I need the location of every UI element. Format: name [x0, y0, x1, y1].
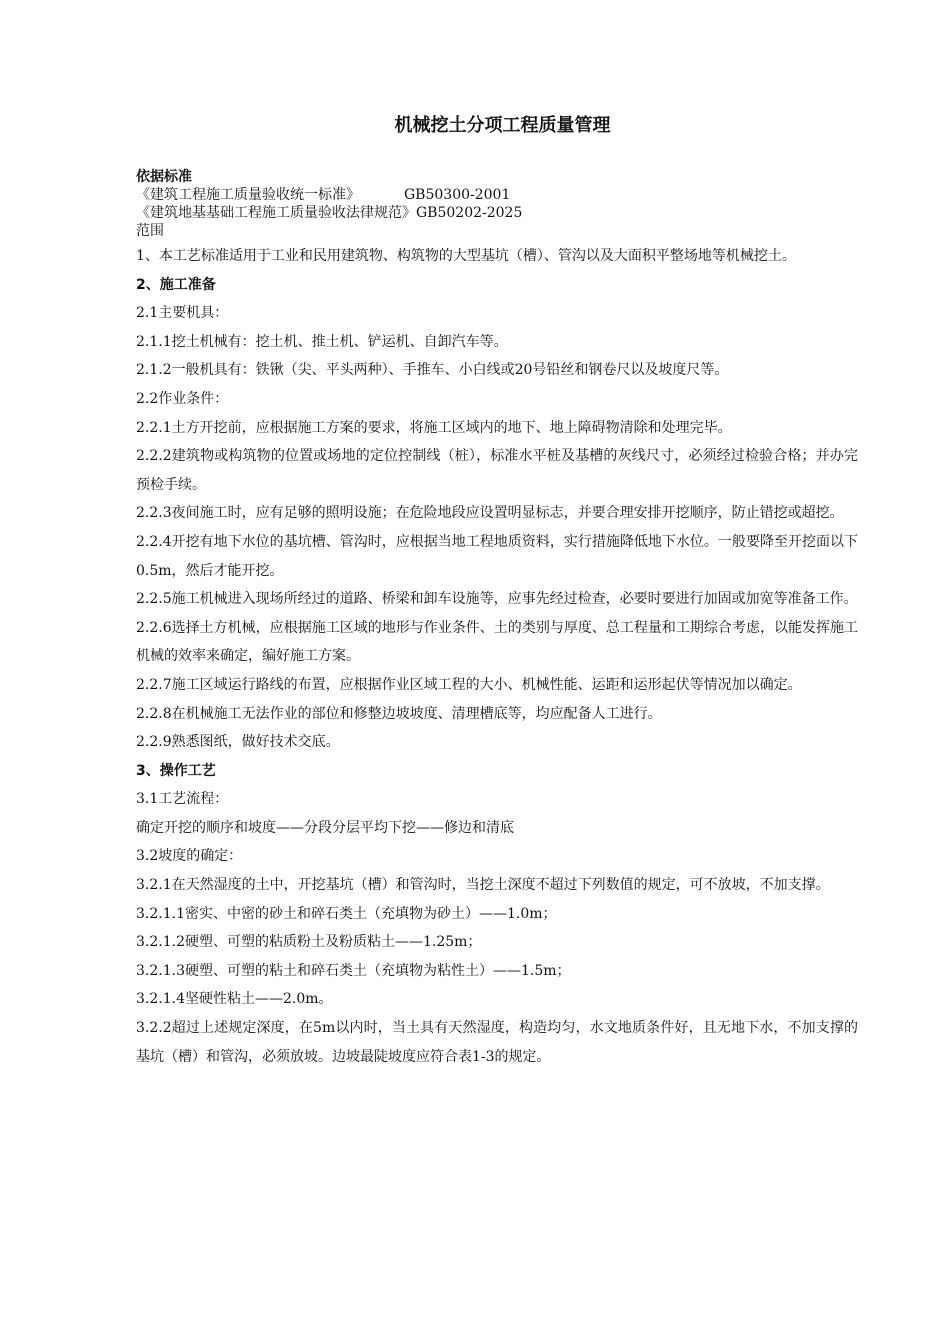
paragraph: 2.1.2一般机具有：铁锹（尖、平头两种）、手推车、小白线或20号铅丝和钢卷尺以及坡度尺等。	[136, 362, 729, 379]
standard-code: GB50202-2025	[416, 205, 523, 221]
paragraph: 3.2.2超过上述规定深度，在5m以内时，当土具有天然湿度，构造均匀，水文地质条件好，且无地下水，不加支撑的基坑（槽）和管沟，必须放坡。边坡最陡坡度应符合表1-3的规定。	[136, 1020, 858, 1065]
paragraph: 3.2.1.4坚硬性粘土——2.0m。	[136, 991, 333, 1008]
paragraph: 3.2坡度的确定：	[136, 848, 243, 865]
paragraph: 3.2.1.3硬塑、可塑的粘土和碎石类土（充填物为粘性土）——1.5m；	[136, 962, 571, 979]
document-title: 机械挖土分项工程质量管理	[394, 115, 611, 136]
standard-code: GB50300-2001	[404, 187, 511, 203]
paragraph: 3.2.1.2硬塑、可塑的粘质粉土及粉质粘土——1.25m；	[136, 934, 482, 951]
paragraph: 2.2.3夜间施工时，应有足够的照明设施；在危险地段应设置明显标志，并要合理安排开挖顺序，防止错挖或超挖。	[136, 505, 844, 522]
basis-heading: 依据标准	[136, 169, 192, 185]
document-body	[136, 242, 858, 1071]
paragraph: 3.1工艺流程：	[136, 791, 229, 808]
section-heading-prep: 2、施工准备	[136, 276, 216, 293]
paragraph: 2.2.1土方开挖前，应根据施工方案的要求，将施工区域内的地下、地上障碍物清除和处理完毕。	[136, 419, 732, 436]
paragraph: 2.2.9熟悉图纸，做好技术交底。	[136, 734, 340, 751]
standard-name: 《建筑地基基础工程施工质量验收法律规范》	[136, 205, 416, 221]
scope-heading: 范围	[136, 223, 164, 239]
paragraph: 2.2.7施工区域运行路线的布置，应根据作业区域工程的大小、机械性能、运距和运形起伏等情况加以确定。	[136, 676, 802, 693]
section-heading-ops: 3、操作工艺	[136, 762, 216, 779]
paragraph: 2.1主要机具：	[136, 305, 229, 322]
paragraph: 2.2.8在机械施工无法作业的部位和修整边坡坡度、清理槽底等，均应配备人工进行。	[136, 705, 662, 722]
paragraph: 2.2.4开挖有地下水位的基坑槽、管沟时，应根据当地工程地质资料，实行措施降低地下水位。一般要降至开挖面以下0.5m，然后才能开挖。	[136, 533, 858, 579]
paragraph: 2.2.6选择土方机械，应根据施工区域的地形与作业条件、土的类别与厚度、总工程量和工期综合考虑，以能发挥施工机械的效率来确定，编好施工方案。	[136, 619, 858, 665]
standards-block	[136, 168, 856, 240]
process-flow: 确定开挖的顺序和坡度——分段分层平均下挖——修边和清底	[136, 819, 514, 836]
paragraph: 2.2.5施工机械进入现场所经过的道路、桥梁和卸车设施等，应事先经过检查，必要时要进行加固或加宽等准备工作。	[136, 591, 858, 608]
paragraph: 3.2.1.1密实、中密的砂土和碎石类土（充填物为砂土）——1.0m；	[136, 905, 557, 922]
scope-paragraph: 1、本工艺标准适用于工业和民用建筑物、构筑物的大型基坑（槽）、管沟以及大面积平整场地等机械挖土。	[136, 248, 796, 264]
paragraph: 2.2.2建筑物或构筑物的位置或场地的定位控制线（桩），标准水平桩及基槽的灰线尺寸，必须经过检验合格；并办完预检手续。	[136, 448, 858, 493]
paragraph: 2.1.1挖土机械有：挖土机、推土机、铲运机、自卸汽车等。	[136, 333, 508, 350]
standard-item	[136, 186, 856, 204]
standard-name: 《建筑工程施工质量验收统一标准》	[136, 187, 360, 203]
standard-item	[136, 204, 856, 222]
paragraph: 3.2.1在天然湿度的土中，开挖基坑（槽）和管沟时，当挖土深度不超过下列数值的规定，可不放坡，不加支撑。	[136, 877, 830, 894]
paragraph: 2.2作业条件：	[136, 390, 229, 407]
